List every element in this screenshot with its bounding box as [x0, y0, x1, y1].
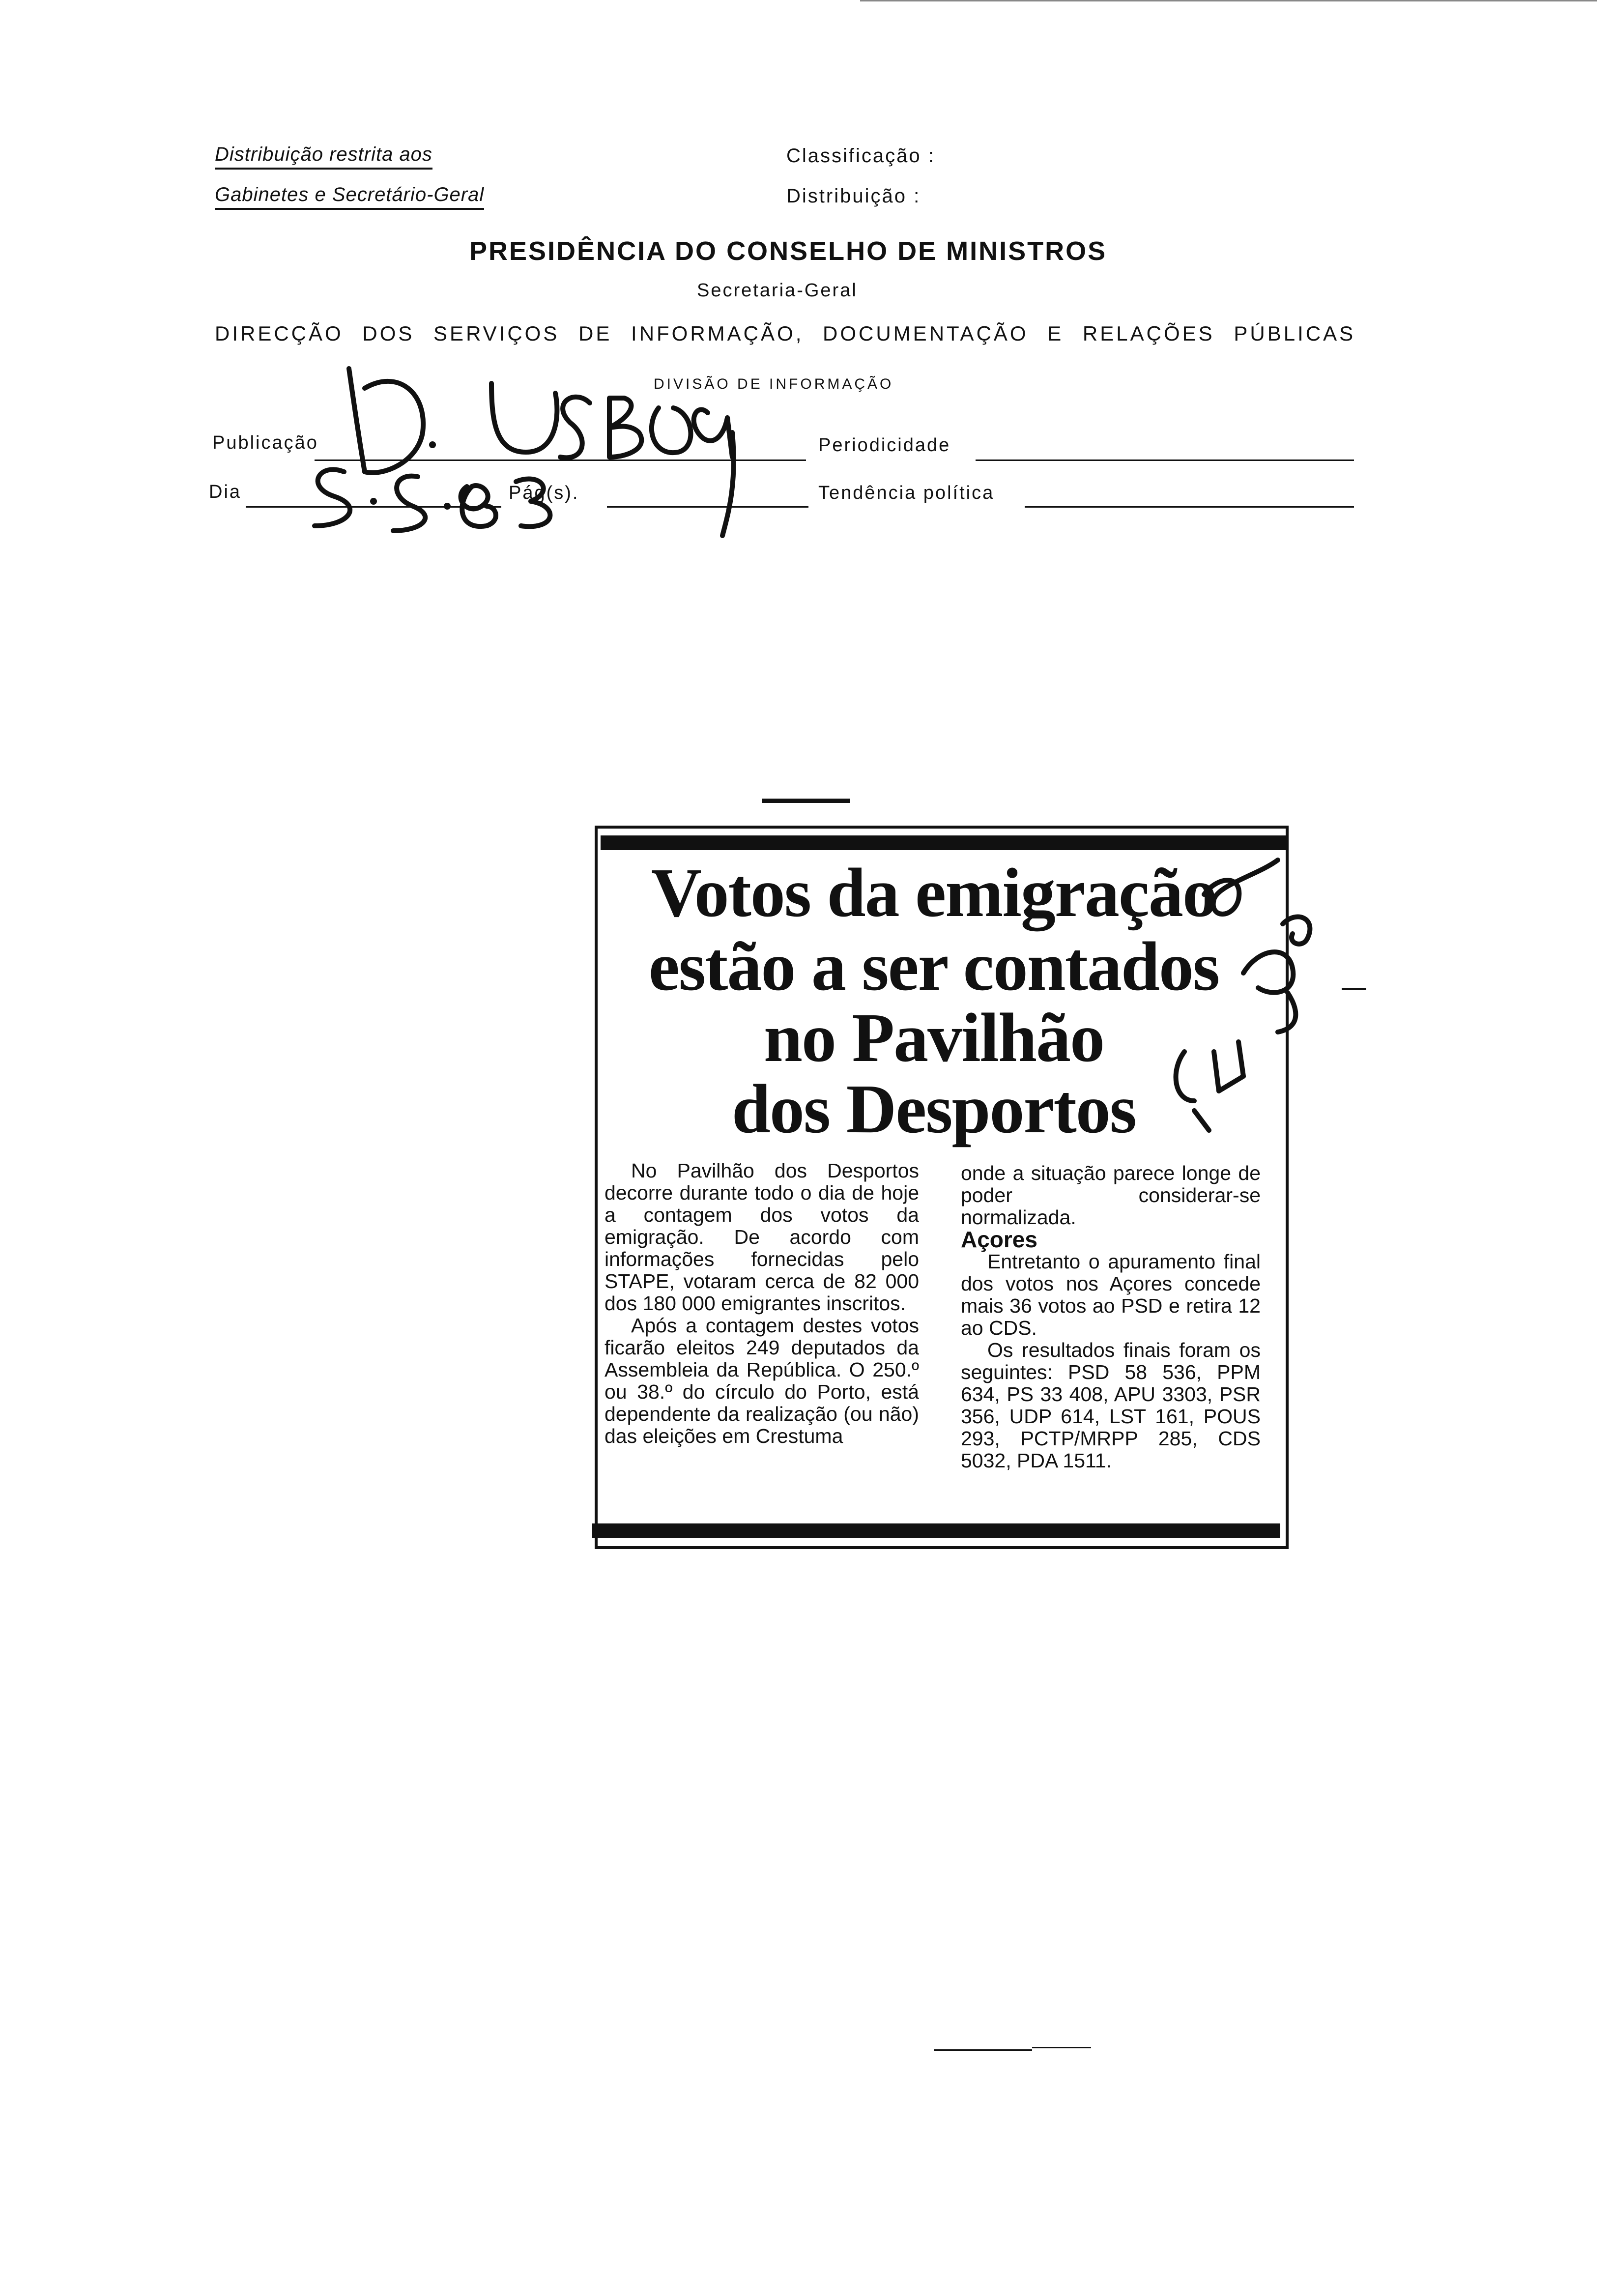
- headline-line2: estão a ser contados: [648, 927, 1219, 1005]
- periodicity-line: [976, 459, 1354, 461]
- division-title: DIVISÃO DE INFORMAÇÃO: [654, 376, 894, 392]
- distribution-label: Distribuição :: [786, 185, 921, 207]
- pages-label: Pág(s).: [509, 483, 579, 503]
- headline-line1: Votos da emigração: [651, 854, 1216, 931]
- distribution-restricted-line1: Distribuição restrita aos: [215, 144, 432, 170]
- article-paragraph: No Pavilhão dos Desportos decorre durante todo o dia de hoje a contagem dos votos da emigração. De acordo com informações fornecidas pelo STAPE, votaram cerca de 82 000 dos 180 000 emigrantes inscritos.: [604, 1159, 919, 1315]
- scan-mark: [1032, 2047, 1091, 2048]
- article-column-right: [961, 1162, 1261, 1472]
- publication-label: Publicação: [212, 432, 318, 453]
- article-paragraph: Após a contagem destes votos ficarão eleitos 249 deputados da Assembleia da República. O 250.º ou 38.º do círculo do Porto, está dependente da realização (ou não) das eleições em Crestuma: [604, 1314, 919, 1447]
- article-column-left: [604, 1160, 919, 1447]
- scan-mark: [860, 0, 1597, 1]
- organization-title: PRESIDÊNCIA DO CONSELHO DE MINISTROS: [469, 236, 1107, 266]
- tendency-line: [1025, 506, 1354, 508]
- secretariat-title: Secretaria-Geral: [697, 280, 858, 301]
- article-paragraph: onde a situação parece longe de poder considerar-se normalizada.: [961, 1162, 1261, 1229]
- directorate-title: DIRECÇÃO DOS SERVIÇOS DE INFORMAÇÃO, DOCUMENTAÇÃO E RELAÇÕES PÚBLICAS: [215, 322, 1356, 345]
- headline-line3: no Pavilhão: [763, 999, 1104, 1076]
- scan-mark: [934, 2049, 1032, 2051]
- tendency-label: Tendência política: [818, 483, 995, 503]
- article-paragraph: Entretanto o apuramento final dos votos nos Açores concede mais 36 votos ao PSD e retira 12 ao CDS.: [961, 1250, 1261, 1339]
- day-label: Dia: [209, 482, 242, 502]
- headline-line4: dos Desportos: [731, 1070, 1136, 1148]
- handwritten-number-annotation: [1130, 845, 1337, 1150]
- article-subheading: Açores: [961, 1227, 1037, 1252]
- clip-bottom-bar: [592, 1523, 1280, 1538]
- clip-top-mark: [762, 799, 850, 803]
- periodicity-label: Periodicidade: [818, 435, 951, 456]
- handwritten-publication-signature: [236, 359, 826, 545]
- article-paragraph: Os resultados finais foram os seguintes: PSD 58 536, PPM 634, PS 33 408, APU 3303, PSR 356, UDP 614, LST 161, POUS 293, PCTP/MRPP 285, CDS 5032, PDA 1511.: [961, 1339, 1261, 1472]
- scan-mark: [1342, 988, 1366, 990]
- distribution-restricted-line2: Gabinetes e Secretário-Geral: [215, 184, 484, 210]
- classification-label: Classificação :: [786, 145, 935, 167]
